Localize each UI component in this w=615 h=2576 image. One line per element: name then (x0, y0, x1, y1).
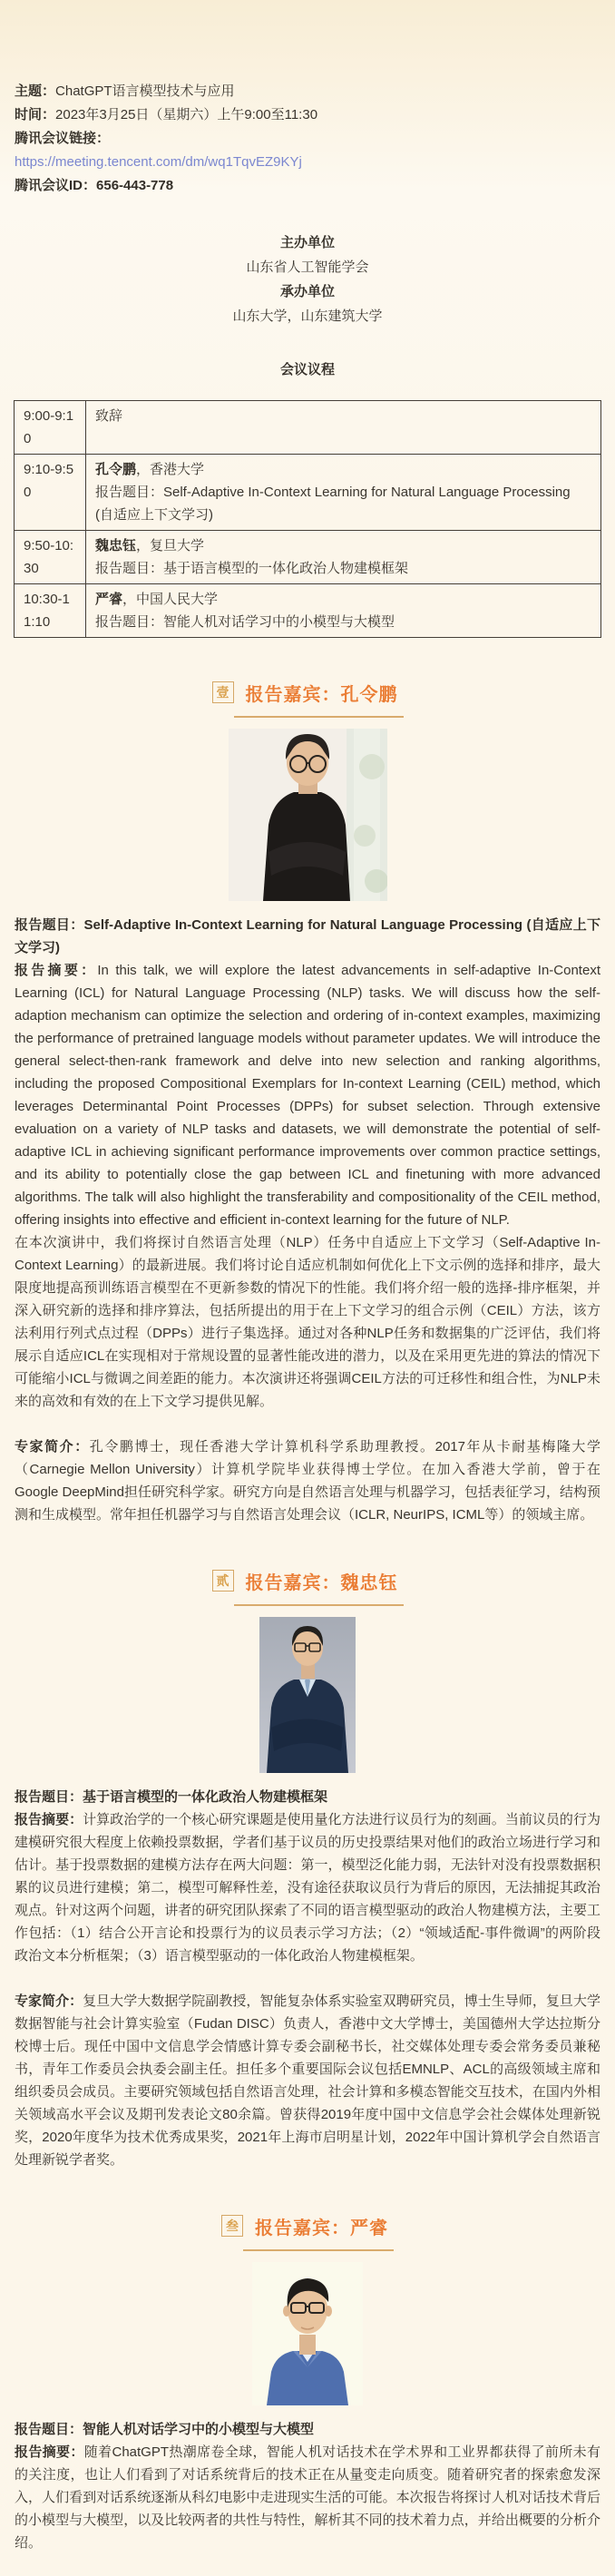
meeting-link-line (15, 151, 600, 174)
speaker-photo-2 (0, 1617, 615, 1773)
talk-line: 报告题目：Self-Adaptive In-Context Learning for Natural Language Processing (自适应上下文学习) (95, 485, 571, 523)
topic-value: ChatGPT语言模型技术与应用 (55, 83, 235, 99)
meeting-link[interactable]: https://meeting.tencent.com/dm/wq1TqvEZ9KYj (15, 154, 302, 170)
section-number-badge: 壹 (212, 681, 234, 703)
speaker-name: 孔令鹏 (95, 462, 137, 477)
host-value: 山东省人工智能学会 (246, 260, 369, 275)
speaker-name: 魏忠钰 (95, 538, 137, 553)
table-row (15, 401, 601, 455)
organizer-value: 山东大学，山东建筑大学 (232, 309, 383, 324)
time-cell: 9:10-9:50 (15, 455, 86, 531)
speaker-name: 严睿 (95, 592, 123, 607)
meeting-id-value: 656-443-778 (96, 178, 174, 193)
section-header (0, 680, 615, 718)
speaker-section-1 (0, 680, 615, 1526)
section-title: 报告嘉宾：孔令鹏 (234, 680, 404, 718)
meeting-id-label: 腾讯会议ID： (15, 178, 97, 193)
time-label: 时间： (15, 107, 56, 122)
time-cell: 10:30-11:10 (15, 584, 86, 638)
host-label: 主办单位 (279, 235, 335, 250)
section-number-badge: 贰 (212, 1570, 234, 1592)
topic-label: 主题： (15, 83, 56, 99)
topic-line (15, 80, 600, 103)
speaker-bio: 专家简介：孔令鹏博士，现任香港大学计算机科学系助理教授。2017年从卡耐基梅隆大学（Carnegie Mellon University）计算机学院毕业获得博士学位。在加入香港大学前，曾于在Google DeepMind担任研究科学家。研究方向是自然语言处理与机器学习，包括表征学习，结构预测和生成模型。常年担任机器学习与自然语言处理会议（ICLR, NeurIPS, ICML等）的领域主席。 (15, 1439, 600, 1523)
speaker-photo-1 (0, 729, 615, 901)
meeting-id-line (15, 174, 600, 198)
talk-abstract-zh: 报告摘要：随着ChatGPT热潮席卷全球，智能人机对话技术在学术界和工业界都获得了前所未有的关注度，也让人们看到了对话系统背后的技术正在从量变走向质变。随着研究者的探索愈发深入，人们看到对话系统逐渐从科幻电影中走进现实生活的可能。本次报告将探讨人机对话技术背后的小模型与大模型，以及比较两者的共性与特性，解析其不同的技术着力点，并给出概要的分析介绍。 (15, 2444, 600, 2551)
talk-title: 报告题目：基于语言模型的一体化政治人物建模框架 (15, 1789, 328, 1805)
talk-line: 报告题目：基于语言模型的一体化政治人物建模框架 (95, 561, 409, 576)
meeting-info (0, 0, 615, 198)
organizers-block (0, 230, 615, 328)
speaker-section-2 (0, 1568, 615, 2171)
talk-abstract-zh: 报告摘要：计算政治学的一个核心研究课题是使用量化方法进行议员行为的刻画。当前议员的行为建模研究很大程度上依赖投票数据，学者们基于议员的历史投票结果对他们的政治立场进行学习和估计。基于投票数据的建模方法存在两大问题：第一，模型泛化能力弱，无法针对没有投票数据积累的议员进行建模；第二，模型可解释性差，没有途径获取议员行为背后的原因，无法捕捉其政治观点。针对这两个问题，讲者的研究团队探索了不同的语言模型驱动的政治人物建模方法，主要工作包括：（1）结合公开言论和投票行为的议员表示学习方法；（2）“领域适配-事件微调”的两阶段政治文本分析框架；（3）语言模型驱动的一体化政治人物建模框架。 (15, 1812, 600, 1964)
detail-cell: 严睿，中国人民大学 报告题目：智能人机对话学习中的小模型与大模型 (86, 584, 601, 638)
detail-cell: 魏忠钰，复旦大学 报告题目：基于语言模型的一体化政治人物建模框架 (86, 531, 601, 584)
time-line (15, 103, 600, 127)
detail-cell: 孔令鹏，香港大学 报告题目：Self-Adaptive In-Context Learning for Natural Language Processing (自适应上下文学习) (86, 455, 601, 531)
section-number-badge: 叁 (221, 2215, 243, 2237)
organizer-label: 承办单位 (279, 284, 335, 299)
table-row (15, 531, 601, 584)
agenda-table (14, 400, 601, 638)
talk-abstract-zh: 在本次演讲中，我们将探讨自然语言处理（NLP）任务中自适应上下文学习（Self-Adaptive In-Context Learning）的最新进展。我们将讨论自适应机制如何优化上下文示例的选择和排序，最大限度地提高预训练语言模型在不更新参数的情况下的性能。我们将介绍一般的选择-排序框架，并深入研究新的选择和排序算法，包括所提出的用于在上下文学习的组合示例（CEIL）方法，该方法利用行列式点过程（DPPs）进行子集选择。通过对各种NLP任务和数据集的广泛评估，我们将展示自适应ICL在实现相对于常规设置的显著性能改进的潜力，以及在采用更先进的算法的情况下可能缩小ICL与微调之间差距的能力。本次演讲还将强调CEIL方法的可迁移性和组合性，为NLP未来的高效和有效的在上下文学习提供见解。 (15, 1235, 600, 1409)
section-title: 报告嘉宾：严睿 (243, 2213, 394, 2251)
meeting-link-label-line: 腾讯会议链接： (15, 131, 111, 146)
speaker-portrait-illustration (259, 1617, 356, 1773)
section-title: 报告嘉宾：魏忠钰 (234, 1568, 404, 1606)
time-cell: 9:50-10:30 (15, 531, 86, 584)
time-value: 2023年3月25日（星期六）上午9:00至11:30 (55, 107, 318, 122)
talk-abstract-en: 报告摘要：In this talk, we will explore the latest advancements in self-adaptive In-Context Learning (ICL) for Natural Language Processing (NLP) tasks. We will discuss how the self-adaption mechanism can optimize the selection and ordering of in-context examples, maximizing the performance of pretrained language models without parameter updates. We will introduce the general select-then-rank framework and delve into new selection and ranking algorithms, including the proposed Compositional Exemplars for In-context Learning (CEIL) method, which leverages Determinantal Point Processes (DPPs) for subset selection. Through extensive evaluation on a variety of NLP tasks and datasets, we will demonstrate the potential of self-adaptive ICL in achieving significant performance improvements over common practice settings, and its ability to potentially close the gap between ICL and finetuning with more advanced algorithms. The talk will also highlight the transferability and compositionality of the CEIL method, offering insights into effective and efficient in-context learning for the future of NLP. (15, 963, 600, 1228)
speaker-bio: 专家简介：复旦大学大数据学院副教授，智能复杂体系实验室双聘研究员，博士生导师，复旦大学数据智能与社会计算实验室（Fudan DISC）负责人，香港中文大学博士，美国德州大学达拉斯分校博士后。现任中国中文信息学会情感计算专委会副秘书长，社交媒体处理专委会常务委员兼秘书，青年工作委员会执委会副主任。担任多个重要国际会议包括EMNLP、ACL的高级领域主席和组织委员会成员。主要研究领域包括自然语言处理，社会计算和多模态智能交互技术，在国内外相关领域高水平会议及期刊发表论文80余篇。曾获得2019年度中国中文信息学会社会媒体处理新锐奖，2020年度华为技术优秀成果奖，2021年上海市启明星计划，2022年中国计算机学会自然语言处理新锐学者奖。 (15, 1993, 600, 2168)
time-cell: 9:00-9:10 (15, 401, 86, 455)
agenda-title: 会议议程 (279, 362, 335, 377)
speaker-portrait-illustration (229, 729, 387, 901)
section-header (0, 2213, 615, 2251)
section-header (0, 1568, 615, 1606)
talk-title: 报告题目：Self-Adaptive In-Context Learning for Natural Language Processing (自适应上下文学习) (15, 917, 600, 955)
table-row (15, 455, 601, 531)
talk-title: 报告题目：智能人机对话学习中的小模型与大模型 (15, 2422, 315, 2437)
detail-cell: 致辞 (86, 401, 601, 455)
speaker-section-3 (0, 2213, 615, 2554)
talk-line: 报告题目：智能人机对话学习中的小模型与大模型 (95, 614, 395, 630)
speaker-portrait-illustration (252, 2262, 363, 2405)
table-row (15, 584, 601, 638)
speaker-photo-3 (0, 2262, 615, 2405)
